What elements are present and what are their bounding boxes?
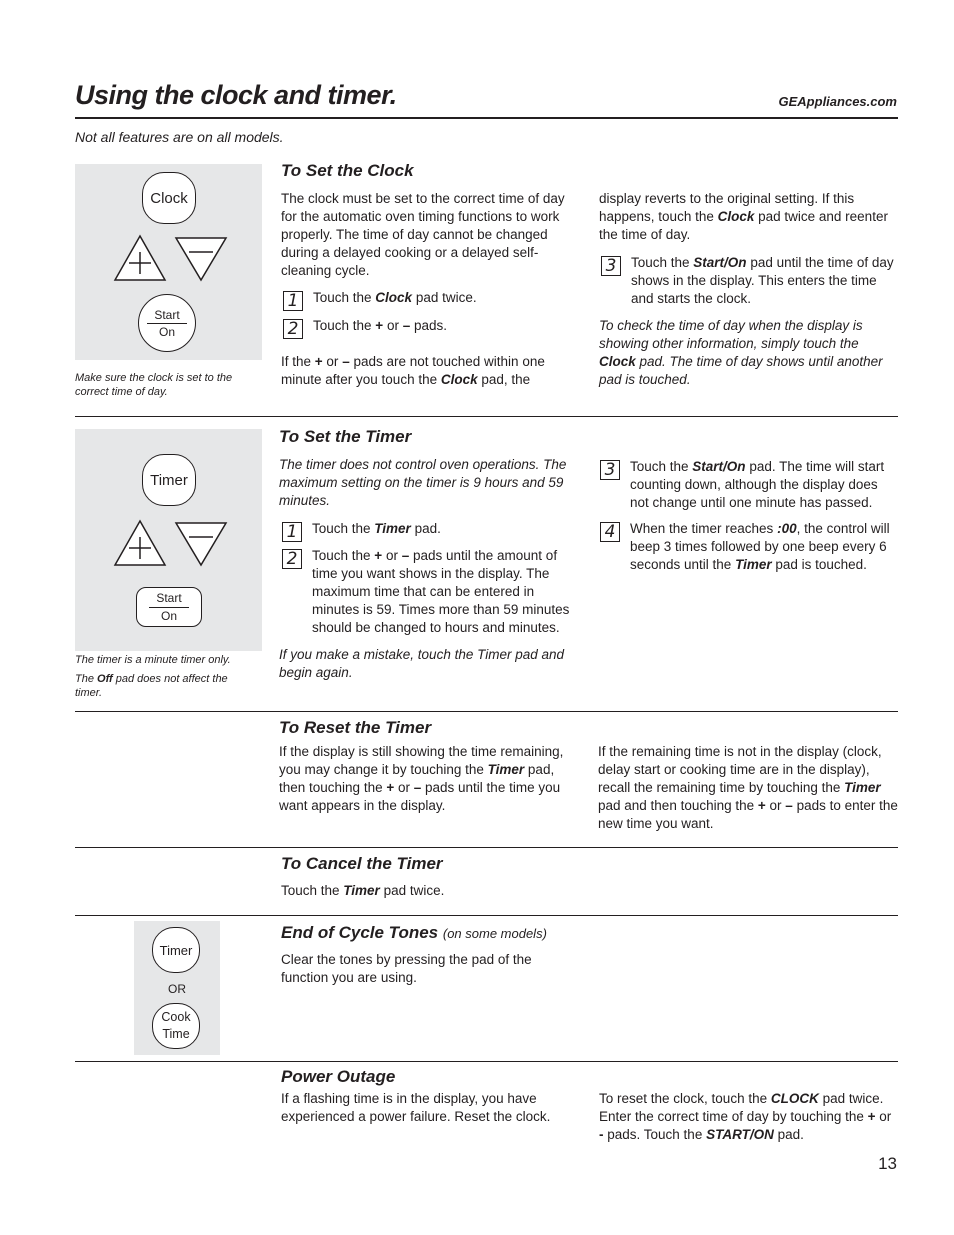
timer-pad (152, 927, 200, 973)
clock-pad-illustration (75, 164, 262, 360)
timer-caption-2: The Off pad does not affect the timer. (75, 673, 228, 699)
set-clock-check-note: To check the time of day when the display is showing other information, simply touch the Clock pad. The time of day shows until another pad is touched. (599, 318, 883, 387)
page-number: 13 (878, 1154, 897, 1173)
start-label: Start (156, 590, 182, 605)
on-label: On (158, 324, 175, 339)
cook-label: Cook (161, 1010, 191, 1024)
clock-pad-label: Clock (150, 189, 188, 207)
step-number: 2 (283, 319, 303, 339)
set-timer-step-1: 1 Touch the Timer pad. (282, 520, 582, 542)
step-number: 2 (282, 549, 302, 569)
cook-time-pad (152, 1003, 200, 1049)
time-label: Time (162, 1027, 190, 1041)
clock-caption: Make sure the clock is set to the correct time of day. (75, 372, 233, 398)
or-label: OR (168, 982, 186, 996)
set-clock-note: If the + or – pads are not touched within one minute after you touch the Clock pad, the (281, 354, 545, 387)
timer-caption-1: The timer is a minute timer only. (75, 654, 231, 666)
start-on-pad (136, 587, 202, 627)
timer-pad-illustration (75, 429, 262, 651)
website-label: GEAppliances.com (778, 94, 897, 109)
power-outage-title: Power Outage (281, 1067, 396, 1086)
power-outage-col1: If a flashing time is in the display, you have experienced a power failure. Reset the clock. (281, 1091, 551, 1124)
set-timer-step-3: 3 Touch the Start/On pad. The time will start counting down, although the display does not change until one minute has passed. (600, 458, 900, 512)
power-outage-col2: To reset the clock, touch the CLOCK pad twice. Enter the correct time of day by touching the + or - pads. Touch the START/ON pad. (599, 1091, 892, 1142)
reset-timer-title: To Reset the Timer (279, 718, 432, 737)
start-label: Start (154, 307, 180, 322)
timer-pad (142, 454, 196, 506)
on-label: On (160, 608, 177, 623)
set-timer-title: To Set the Timer (279, 427, 412, 446)
set-timer-intro: The timer does not control oven operations. The maximum setting on the timer is 9 hours and 59 minutes. (279, 457, 567, 508)
set-clock-intro: The clock must be set to the correct time of day for the automatic oven timing functions to work properly. The time of day cannot be changed during a delayed cooking or a delayed self-cleaning cycle. (281, 191, 565, 278)
plus-minus-arrows-icon (113, 234, 229, 284)
step-number: 1 (283, 291, 303, 311)
start-on-pad (138, 294, 196, 352)
cycle-tones-title: End of Cycle Tones (on some models) (281, 923, 547, 942)
timer-pad-label: Timer (150, 471, 188, 489)
set-clock-col2: display reverts to the original setting. If this happens, touch the Clock pad twice and reenter the time of day. (599, 191, 888, 242)
header-rule (75, 117, 898, 119)
set-clock-title: To Set the Clock (281, 161, 414, 180)
step-number: 3 (600, 460, 620, 480)
reset-timer-col2: If the remaining time is not in the display (clock, delay start or cooking time are in the display), recall the remaining time by touching the Timer pad and then touching the + or – pads to enter the new time you want. (598, 744, 898, 831)
set-timer-step-4: 4 When the timer reaches :00, the control will beep 3 times followed by one beep every 6 seconds until the Timer pad is touched. (600, 520, 900, 574)
set-clock-step-2: 2 Touch the + or – pads. (283, 317, 583, 339)
section-divider (75, 915, 898, 916)
section-divider (75, 847, 898, 848)
timer-pad-label: Timer (159, 942, 193, 958)
step-number: 4 (600, 522, 620, 542)
plus-minus-arrows-icon (113, 519, 229, 569)
reset-timer-col1: If the display is still showing the time remaining, you may change it by touching the Timer pad, then touching the + or – pads until the time you want appears in the display. (279, 744, 564, 813)
section-divider (75, 711, 898, 712)
cycle-tones-text: Clear the tones by pressing the pad of the function you are using. (281, 952, 532, 985)
step-number: 3 (601, 256, 621, 276)
section-divider (75, 1061, 898, 1062)
cycle-tones-pad-illustration (134, 921, 220, 1055)
step-number: 1 (282, 522, 302, 542)
subtitle: Not all features are on all models. (75, 129, 284, 145)
clock-pad (142, 172, 196, 224)
cancel-timer-text: Touch the Timer pad twice. (281, 883, 445, 898)
set-timer-step-2: 2 Touch the + or – pads until the amount of time you want shows in the display. The maximum time that can be entered in minutes is 59. Times more than 59 minutes should be changed to hours and minutes. (282, 547, 582, 637)
set-clock-step-3: 3 Touch the Start/On pad until the time of day shows in the display. This enters the time and starts the clock. (601, 254, 901, 308)
set-timer-mistake-note: If you make a mistake, touch the Timer pad and begin again. (279, 647, 565, 680)
page-title: Using the clock and timer. (75, 80, 397, 110)
set-clock-step-1: 1 Touch the Clock pad twice. (283, 289, 583, 311)
section-divider (75, 416, 898, 417)
cancel-timer-title: To Cancel the Timer (281, 854, 443, 873)
